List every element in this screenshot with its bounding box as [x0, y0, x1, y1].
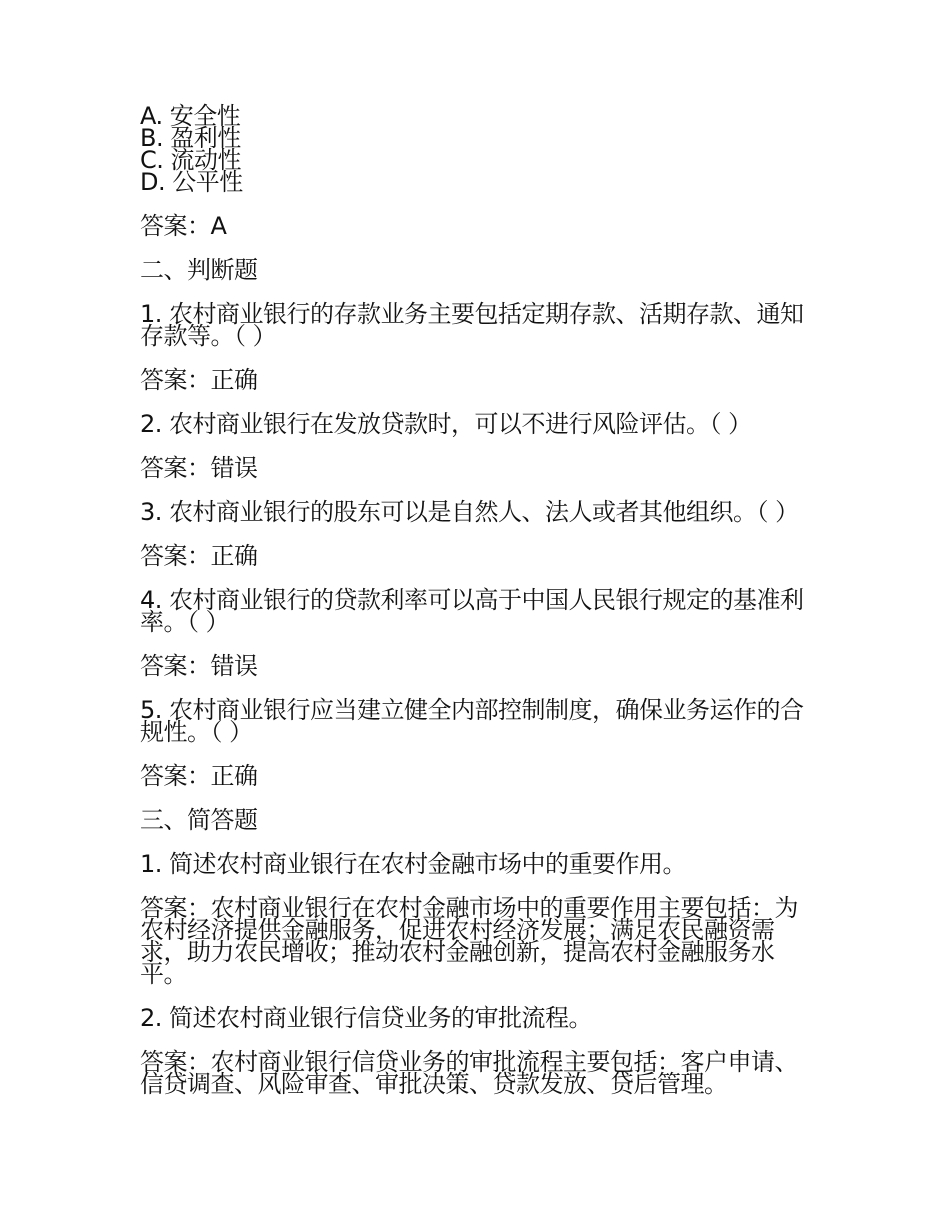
judgement-question-5: 5. 农村商业银行应当建立健全内部控制制度，确保业务运作的合规性。（ ） [140, 696, 804, 746]
option-b: B. 盈利性 [140, 124, 241, 152]
answer-mc: 答案：A [140, 212, 227, 240]
judgement-answer-2: 答案：错误 [140, 454, 258, 482]
short-answer-1: 答案：农村商业银行在农村金融市场中的重要作用主要包括：为农村经济提供金融服务，促进农村经济发展；满足农民融资需求，助力农民增收；推动农村金融创新，提高农村金融服务水平。 [140, 894, 798, 988]
judgement-answer-5: 答案：正确 [140, 762, 258, 790]
judgement-answer-4: 答案：错误 [140, 652, 258, 680]
judgement-question-4: 4. 农村商业银行的贷款利率可以高于中国人民银行规定的基准利率。（ ） [140, 586, 804, 636]
option-list [140, 102, 820, 196]
short-question-1: 1. 简述农村商业银行在农村金融市场中的重要作用。 [140, 850, 687, 878]
option-a: A. 安全性 [140, 102, 241, 130]
judgement-question-3: 3. 农村商业银行的股东可以是自然人、法人或者其他组织。（ ） [140, 498, 799, 526]
option-d: D. 公平性 [140, 168, 243, 196]
document-page [140, 102, 820, 1098]
section-title-judgement: 二、判断题 [140, 256, 258, 284]
judgement-answer-1: 答案：正确 [140, 366, 258, 394]
short-answer-2: 答案：农村商业银行信贷业务的审批流程主要包括：客户申请、信贷调查、风险审查、审批决策、贷款发放、贷后管理。 [140, 1048, 798, 1098]
section-title-short-answer: 三、简答题 [140, 806, 258, 834]
judgement-question-1: 1. 农村商业银行的存款业务主要包括定期存款、活期存款、通知存款等。（ ） [140, 300, 804, 350]
short-question-2: 2. 简述农村商业银行信贷业务的审批流程。 [140, 1004, 593, 1032]
judgement-question-2: 2. 农村商业银行在发放贷款时，可以不进行风险评估。（ ） [140, 410, 752, 438]
option-c: C. 流动性 [140, 146, 242, 174]
judgement-answer-3: 答案：正确 [140, 542, 258, 570]
